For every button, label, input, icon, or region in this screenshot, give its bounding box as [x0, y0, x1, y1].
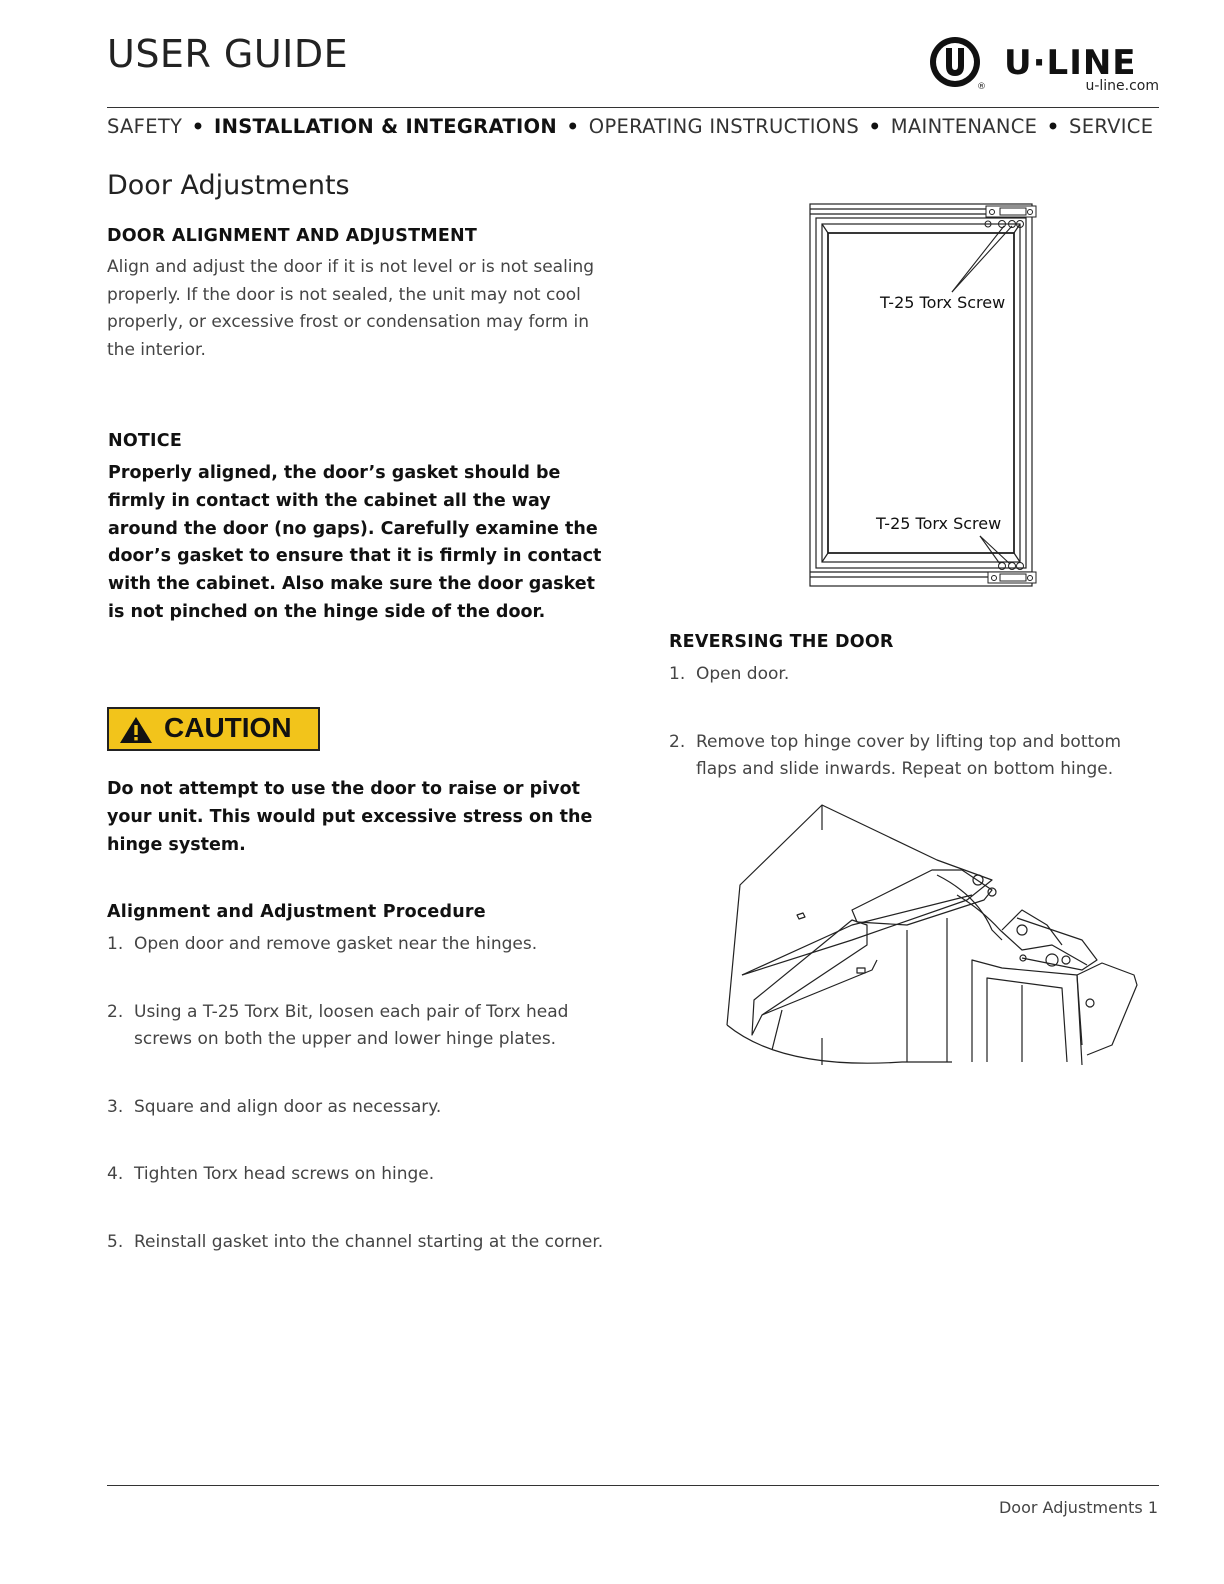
procedure-step — [107, 999, 607, 1054]
caution-body: Do not attempt to use the door to raise or pivot your unit. This would put excessive stress on the hinge system. — [107, 779, 593, 855]
bottom-hinge-icon — [988, 563, 1036, 584]
step-text: Tighten Torx head screws on hinge. — [134, 1164, 435, 1184]
procedure-step — [107, 1161, 607, 1189]
alignment-section — [107, 226, 602, 364]
page-title: USER GUIDE — [107, 32, 349, 76]
header-divider — [107, 107, 1159, 108]
procedure-step — [107, 931, 607, 959]
step-text: Open door. — [696, 664, 790, 684]
reversing-section — [669, 632, 1164, 784]
step-number: 3. — [107, 1096, 124, 1117]
reversing-heading: REVERSING THE DOOR — [669, 632, 894, 652]
caution-label: CAUTION — [164, 712, 292, 743]
logo-wordmark: U·LINE — [1004, 43, 1137, 83]
step-number: 2. — [669, 731, 686, 752]
nav-separator: • — [868, 115, 882, 138]
procedure-step — [107, 1094, 607, 1122]
notice-heading: NOTICE — [108, 431, 182, 451]
top-screw-label: T-25 Torx Screw — [880, 293, 1006, 312]
notice-body: Properly aligned, the door’s gasket should be firmly in contact with the cabinet all the way around the door (no gaps). Carefully examine the door’s gasket to ensure that it is firmly in contact with the cabinet. Also make sure the door gasket is not pinched on the hinge side of the door. — [108, 463, 602, 622]
reversing-step — [669, 729, 1164, 784]
bottom-screw-label: T-25 Torx Screw — [876, 514, 1002, 533]
hinge-illustration — [722, 800, 1142, 1070]
nav-separator: • — [566, 115, 580, 138]
step-text: Square and align door as necessary. — [134, 1096, 442, 1117]
alignment-body: Align and adjust the door if it is not level or is not sealing properly. If the door is not sealed, the unit may not cool properly, or excessive frost or condensation may form in the interior. — [107, 257, 595, 360]
caution-badge — [107, 707, 320, 751]
step-text: Using a T-25 Torx Bit, loosen each pair of Torx head screws on both the upper and lower hinge plates. — [134, 1001, 569, 1049]
door-diagram — [806, 200, 1042, 590]
procedure-section — [107, 902, 607, 1256]
logo-url: u-line.com — [1085, 78, 1159, 94]
page-footer: Door Adjustments 1 — [998, 1498, 1158, 1517]
nav-item-operating: OPERATING INSTRUCTIONS — [588, 115, 860, 138]
reversing-step — [669, 661, 1164, 689]
procedure-steps — [107, 931, 607, 1256]
alignment-heading: DOOR ALIGNMENT AND ADJUSTMENT — [107, 226, 478, 246]
step-text: Reinstall gasket into the channel starting at the corner. — [134, 1231, 604, 1252]
section-nav — [107, 115, 1167, 138]
reversing-steps — [669, 661, 1164, 784]
notice-section — [108, 431, 603, 627]
section-title: Door Adjustments — [107, 170, 350, 201]
footer-divider — [107, 1485, 1159, 1486]
nav-item-service: SERVICE — [1069, 115, 1154, 138]
nav-separator: • — [191, 115, 205, 138]
step-text: Open door and remove gasket near the hinges. — [134, 934, 538, 954]
nav-item-maintenance: MAINTENANCE — [890, 115, 1038, 138]
step-number: 4. — [107, 1164, 124, 1184]
procedure-heading: Alignment and Adjustment Procedure — [107, 902, 486, 922]
step-number: 2. — [107, 1001, 124, 1022]
nav-item-safety: SAFETY — [107, 115, 183, 138]
nav-item-installation: INSTALLATION & INTEGRATION — [214, 115, 558, 138]
step-number: 5. — [107, 1231, 124, 1252]
nav-separator: • — [1046, 115, 1060, 138]
step-text: Remove top hinge cover by lifting top and bottom flaps and slide inwards. Repeat on bottom hinge. — [696, 731, 1122, 779]
registered-mark: ® — [977, 82, 986, 92]
step-number: 1. — [669, 664, 686, 684]
warning-icon — [119, 716, 153, 744]
procedure-step — [107, 1229, 607, 1257]
step-number: 1. — [107, 934, 124, 954]
